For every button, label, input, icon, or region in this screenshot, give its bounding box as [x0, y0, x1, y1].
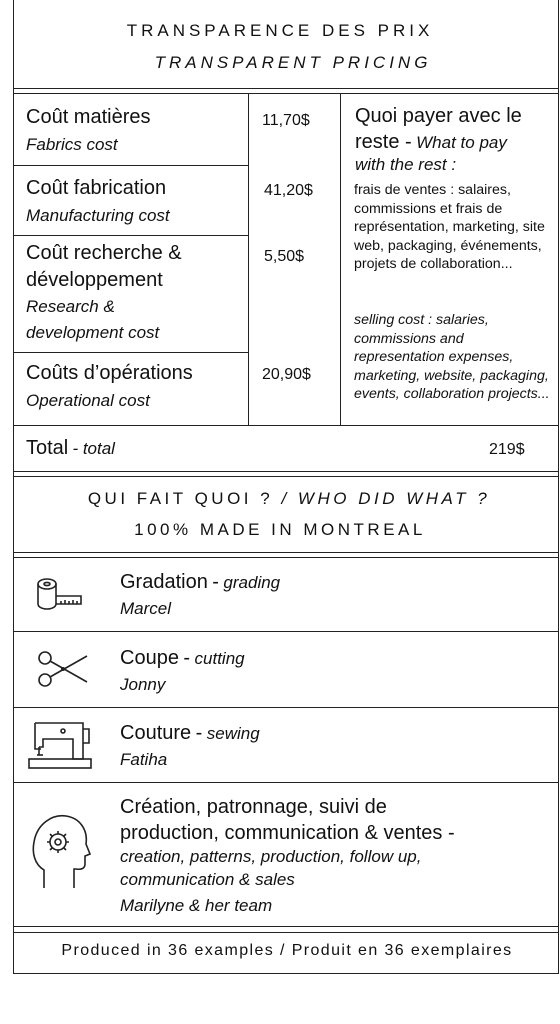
role-cutting-fr: Coupe [120, 647, 179, 669]
divider [13, 88, 559, 89]
cost-label-rd-line2: développement [26, 269, 163, 291]
cost-label-manufacturing: Coût fabrication [26, 177, 167, 199]
cost-label-rd-en-line2: development cost [26, 323, 160, 342]
side-title-line2: reste - [355, 131, 412, 153]
cost-label-fabrics: Coût matières [26, 106, 151, 128]
column-divider [248, 93, 249, 425]
divider [13, 476, 559, 477]
side-text-en: selling cost : salaries, commissions and representation expenses, marketing, website, packaging, events, collaboration projects... [354, 312, 550, 403]
cost-value-operations: 20,90$ [262, 366, 311, 383]
cost-row-divider [13, 352, 248, 353]
head-gear-icon [30, 812, 92, 892]
cost-value-fabrics: 11,70$ [262, 112, 310, 129]
title-en: TRANSPARENT PRICING [154, 53, 432, 72]
who-title [0, 489, 560, 509]
role-creation-fr-line1: Création, patronnage, suivi de [120, 796, 387, 818]
divider [13, 557, 559, 558]
total-label: Total [26, 437, 69, 459]
total-label-en: total [82, 439, 115, 458]
total-separator: - [72, 439, 79, 458]
role-grading-fr: Gradation [120, 571, 208, 593]
role-creation-person: Marilyne & her team [120, 896, 273, 915]
divider [13, 932, 559, 933]
divider [13, 552, 559, 553]
column-divider [340, 93, 341, 425]
role-creation-fr-line2: production, communication & ventes - [120, 822, 455, 844]
scissors-icon [35, 648, 91, 690]
cost-label-rd-line1: Coût recherche & [26, 242, 182, 264]
divider [13, 425, 559, 426]
sewing-machine-icon [27, 719, 95, 771]
role-sewing-en: sewing [206, 724, 260, 743]
cost-label-operations: Coûts d’opérations [26, 362, 193, 384]
who-title-slash: / [281, 489, 290, 508]
cost-label-manufacturing-en: Manufacturing cost [26, 206, 170, 225]
who-title-fr: QUI FAIT QUOI ? [87, 489, 274, 508]
role-grading-person: Marcel [120, 599, 172, 618]
measuring-tape-icon [35, 574, 85, 616]
divider [13, 707, 559, 708]
divider [13, 93, 559, 94]
role-creation-en-line2: communication & sales [120, 870, 295, 889]
cost-row-divider [13, 235, 248, 236]
side-title-en-line1: What to pay [416, 133, 507, 152]
role-grading-en: grading [223, 573, 281, 592]
divider [13, 926, 559, 927]
role-cutting-person: Jonny [120, 675, 166, 694]
cost-label-operations-en: Operational cost [26, 391, 150, 410]
side-title-line1: Quoi payer avec le [355, 105, 522, 127]
role-cutting-en: cutting [194, 649, 245, 668]
cost-label-fabrics-en: Fabrics cost [26, 135, 118, 154]
who-title-en: WHO DID WHAT ? [297, 489, 491, 508]
cost-label-rd-en-line1: Research & [26, 297, 115, 316]
role-creation-en-line1: creation, patterns, production, follow up, [120, 847, 422, 866]
side-title-en-line2: with the rest : [355, 155, 457, 174]
divider [13, 782, 559, 783]
side-text-fr: frais de ventes : salaires, commissions et frais de représentation, marketing, site web, packaging, événements, projets de collaboration... [354, 182, 545, 273]
total-value: 219$ [489, 441, 525, 458]
divider [13, 631, 559, 632]
footer-text: Produced in 36 examples / Produit en 36 exemplaires [61, 942, 513, 959]
cost-row-divider [13, 165, 248, 166]
role-sewing-fr: Couture [120, 722, 192, 744]
divider [13, 471, 559, 472]
title-fr: TRANSPARENCE DES PRIX [126, 21, 434, 40]
made-in-montreal: 100% MADE IN MONTREAL [134, 520, 426, 539]
role-sewing-person: Fatiha [120, 750, 168, 769]
cost-value-rd: 5,50$ [264, 248, 305, 265]
cost-value-manufacturing: 41,20$ [264, 182, 313, 199]
